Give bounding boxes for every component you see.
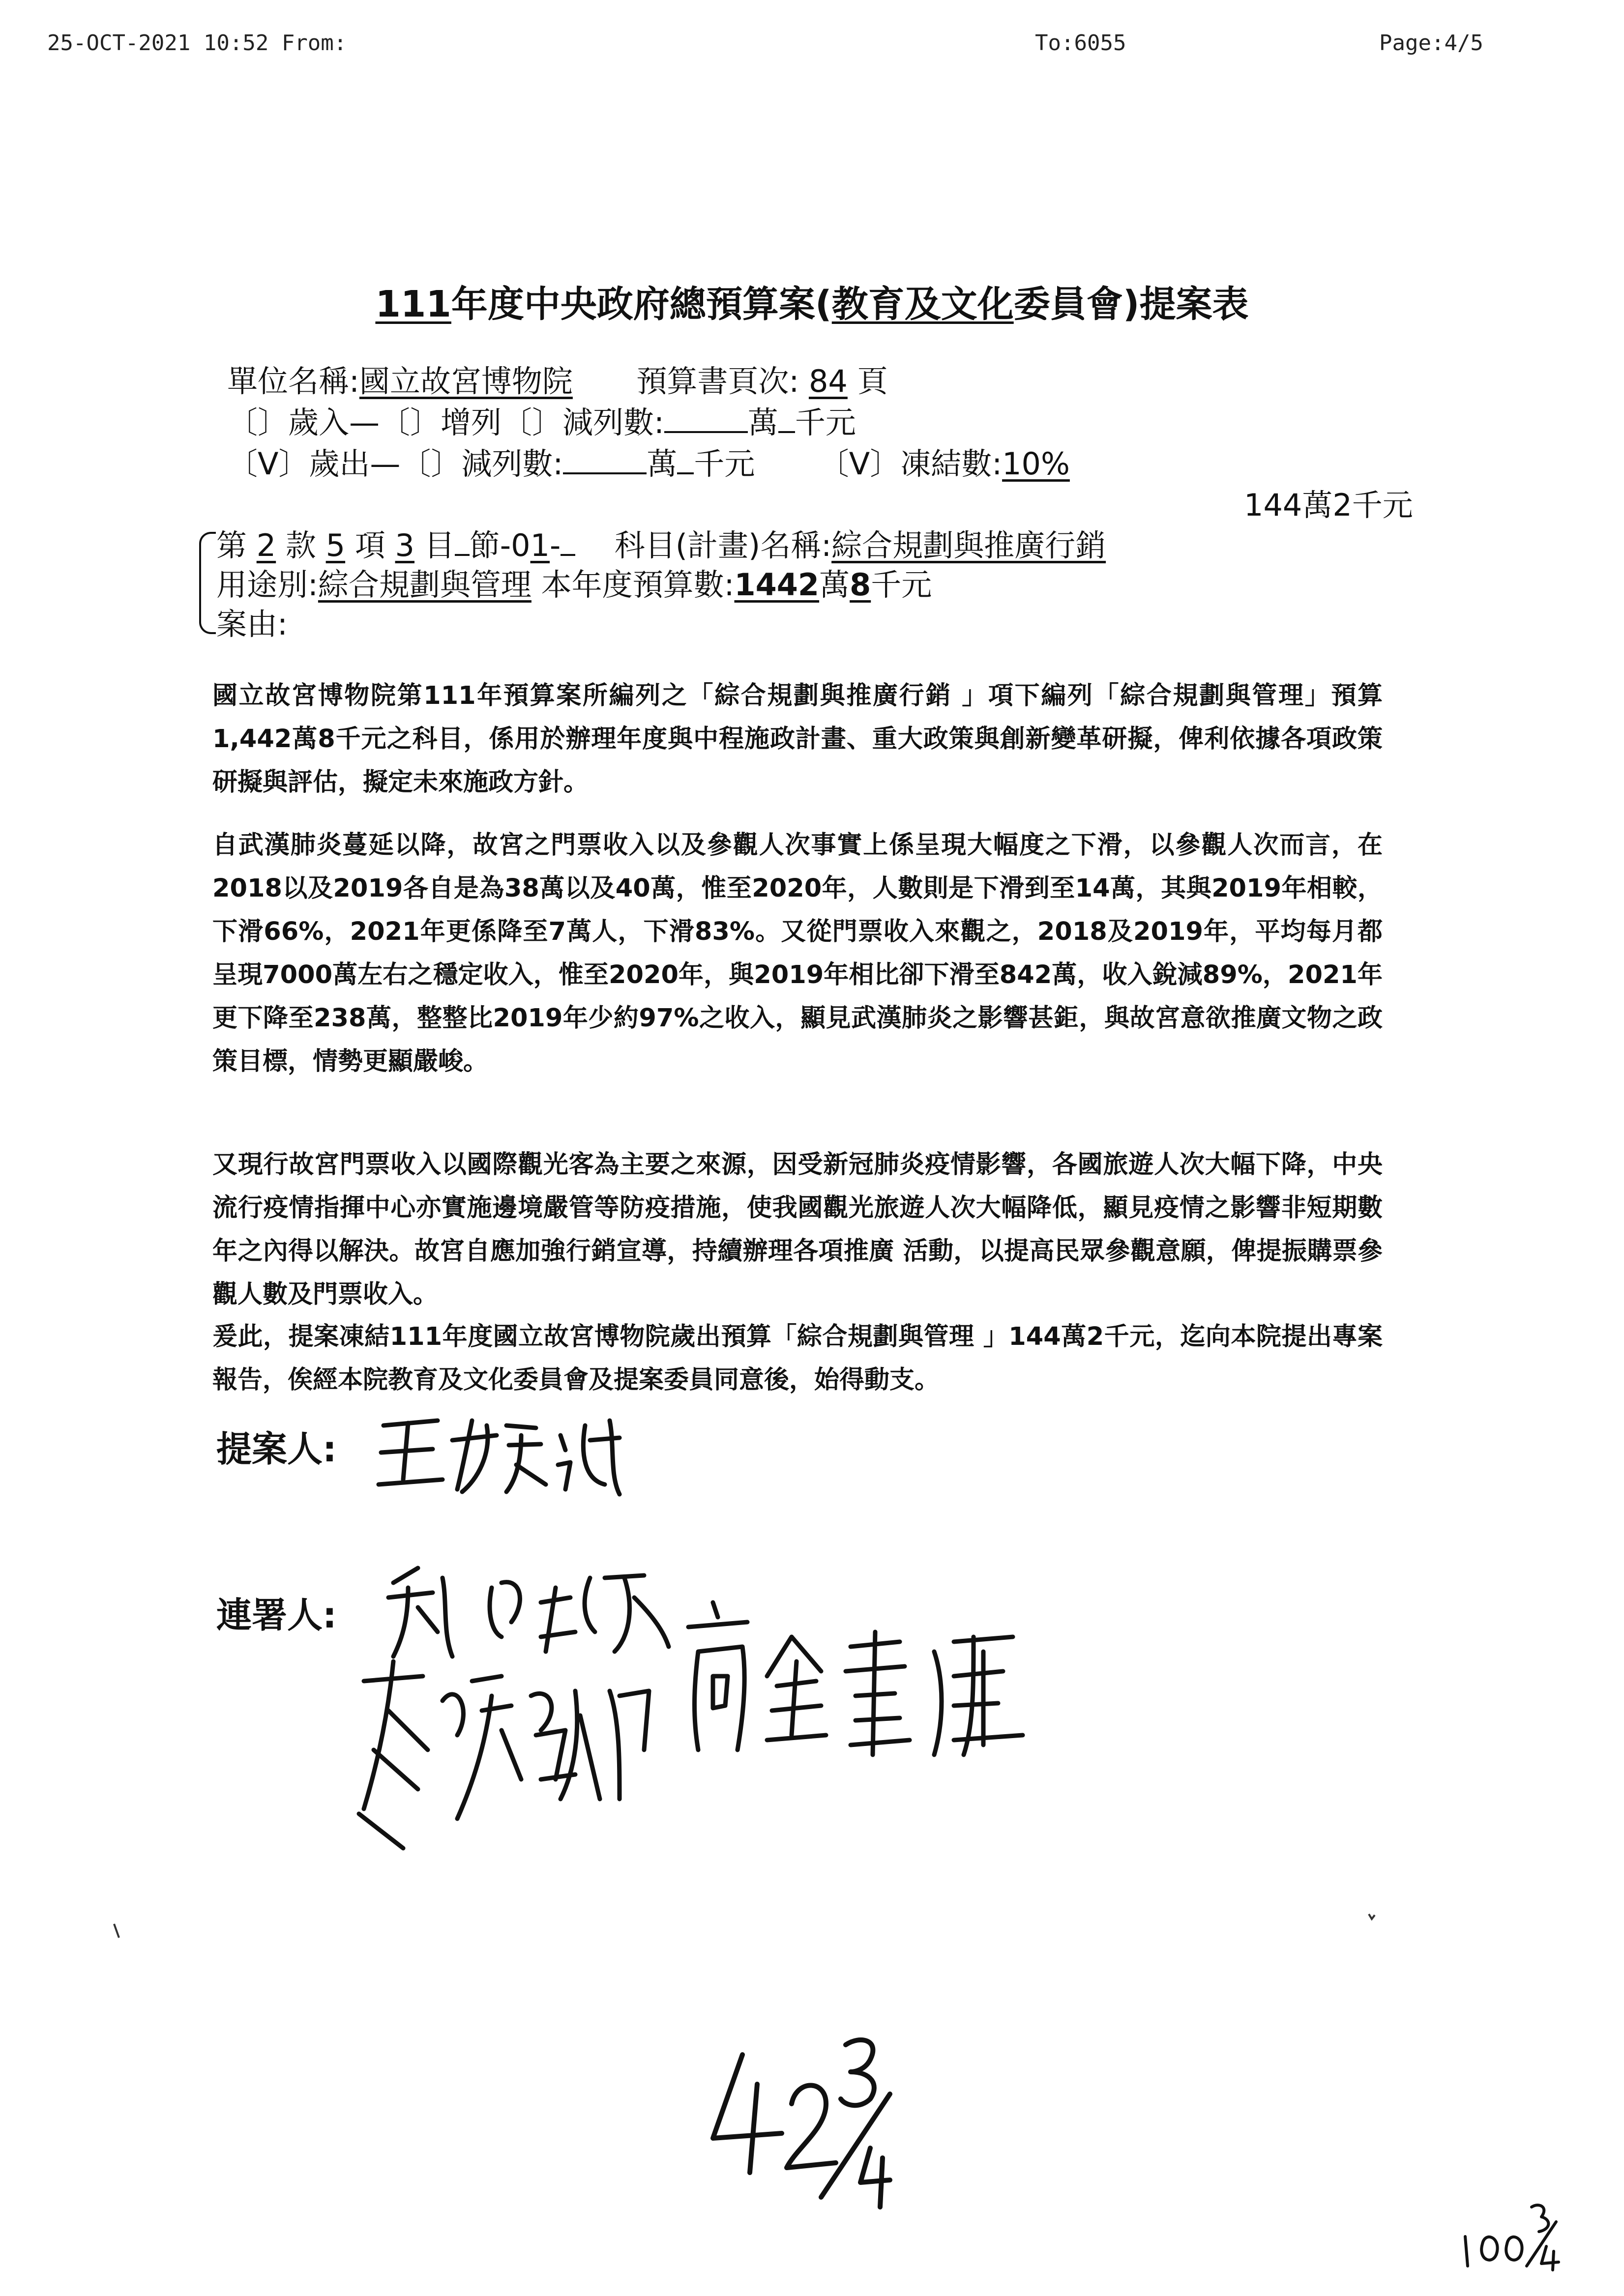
expense-line (227, 445, 1070, 483)
document-title (0, 275, 1624, 327)
use-value: 綜合規劃與管理 (318, 567, 531, 603)
freeze-amount: 144萬2千元 (1244, 487, 1413, 523)
revenue-line (227, 404, 856, 441)
paragraph-3: 又現行故宮門票收入以國際觀光客為主要之來源，因受新冠肺炎疫情影響，各國旅遊人次大幅下降，中央流行疫情指揮中心亦實施邊境嚴管等防疫措施，使我國觀光旅遊人次大幅降低，顯見疫情之影響非短期數年之內得以解決。故宮自應加強行銷宣導，持續辦理各項推廣 活動，以提高民眾參觀意願，俾提振購票參觀人數及門票收入。 (212, 1150, 1383, 1309)
jie-number: 1 (530, 527, 550, 563)
xiang-number: 5 (325, 527, 346, 563)
revenue-label: 〔〕歲入—〔〕增列〔〕減列數: (227, 405, 664, 440)
handwritten-page-mark (703, 2025, 910, 2214)
budget-qian-unit: 千元 (871, 567, 932, 603)
scan-speck (1367, 1912, 1377, 1924)
expense-qian-blank (677, 468, 694, 474)
use-label: 用途別: (216, 567, 318, 603)
mu-label: 目 (424, 527, 455, 563)
proposer-signature (374, 1406, 629, 1506)
fax-header-left: 25-OCT-2021 10:52 From: (47, 30, 347, 56)
paragraph-2: 自武漢肺炎蔓延以降，故宮之門票收入以及參觀人次事實上係呈現大幅度之下滑，以參觀人次而言，在2018以及2019各自是為38萬以及40萬，惟至2020年，人數則是下滑到至14萬，其與2019年相較，下滑66%，2021年更係降至7萬人，下滑83%。又從門票收入來觀之，2018及2019年，平均每月都呈現7000萬左右之穩定收入，惟至2020年，與2019年相比卻下滑至842萬，收入銳減89%，2021年更下降至238萬，整整比2019年少約97%之收入，顯見武漢肺炎之影響甚鉅，與故宮意欲推廣文物之政策目標，情勢更顯嚴峻。 (212, 831, 1383, 1076)
expense-wan-blank (563, 468, 647, 474)
revenue-qian-blank (778, 427, 795, 433)
title-text-a: 年度中央政府總預算案( (451, 283, 832, 325)
title-year: 111 (375, 283, 451, 325)
kuan-number: 2 (256, 527, 276, 563)
use-line (216, 566, 932, 604)
kuan-label: 款 (285, 527, 316, 563)
budget-label: 本年度預算數: (541, 567, 735, 603)
fax-header-center: To:6055 (1035, 30, 1126, 56)
budget-wan-unit: 萬 (819, 567, 850, 603)
title-committee: 教育及文化 (831, 283, 1014, 325)
cosigner-signature-3 (679, 1593, 1033, 1781)
page-value: 84 (808, 363, 848, 399)
budget-qian: 8 (850, 567, 871, 603)
jie-tail-blank (561, 550, 575, 556)
handwritten-corner-mark (1455, 2197, 1568, 2273)
revenue-qian: 千元 (795, 405, 856, 440)
cosigner-label: 連署人: (216, 1595, 337, 1636)
expense-wan: 萬 (647, 446, 678, 482)
jie-tail: - (550, 527, 561, 563)
title-text-b: 委員會)提案表 (1013, 283, 1249, 325)
scan-mark (112, 1922, 122, 1944)
unit-label: 單位名稱: (227, 363, 359, 399)
fax-header-right: Page:4/5 (1379, 30, 1483, 56)
page-unit: 頁 (857, 363, 888, 399)
proposer-label: 提案人: (216, 1428, 337, 1470)
xiang-label: 項 (354, 527, 385, 563)
mu-number: 3 (395, 527, 414, 563)
cosigner-signature-1 (379, 1558, 674, 1663)
freeze-label: 〔V〕凍結數: (818, 446, 1003, 482)
budget-item-line (216, 527, 1106, 564)
jie-blank (455, 550, 470, 556)
subject-label: 科目(計畫)名稱: (614, 527, 832, 563)
revenue-wan: 萬 (747, 405, 778, 440)
freeze-value: 10% (1002, 446, 1070, 482)
item-bracket (199, 532, 216, 634)
page-label: 預算書頁次: (636, 363, 799, 399)
subject-value: 綜合規劃與推廣行銷 (831, 527, 1106, 563)
kuan-prefix: 第 (216, 527, 247, 563)
expense-label: 〔V〕歲出—〔〕減列數: (227, 446, 563, 482)
revenue-wan-blank (664, 427, 748, 433)
paragraph-1: 國立故宮博物院第111年預算案所編列之「綜合規劃與推廣行銷 」項下編列「綜合規劃與管理」預算1,442萬8千元之科目，係用於辦理年度與中程施政計畫、重大政策與創新變革研擬，俾利依據各項政策研擬與評估，擬定未來施政方針。 (212, 681, 1383, 797)
budget-wan: 1442 (734, 567, 820, 603)
unit-line (227, 363, 888, 400)
jie-label: 節-0 (469, 527, 531, 563)
expense-qian: 千元 (694, 446, 755, 482)
unit-value: 國立故宮博物院 (359, 363, 573, 399)
reason-label: 案由: (216, 606, 288, 642)
paragraph-4: 爰此，提案凍結111年度國立故宮博物院歲出預算「綜合規劃與管理 」144萬2千元，迄向本院提出專案報告，俟經本院教育及文化委員會及提案委員同意後，始得動支。 (212, 1322, 1383, 1395)
